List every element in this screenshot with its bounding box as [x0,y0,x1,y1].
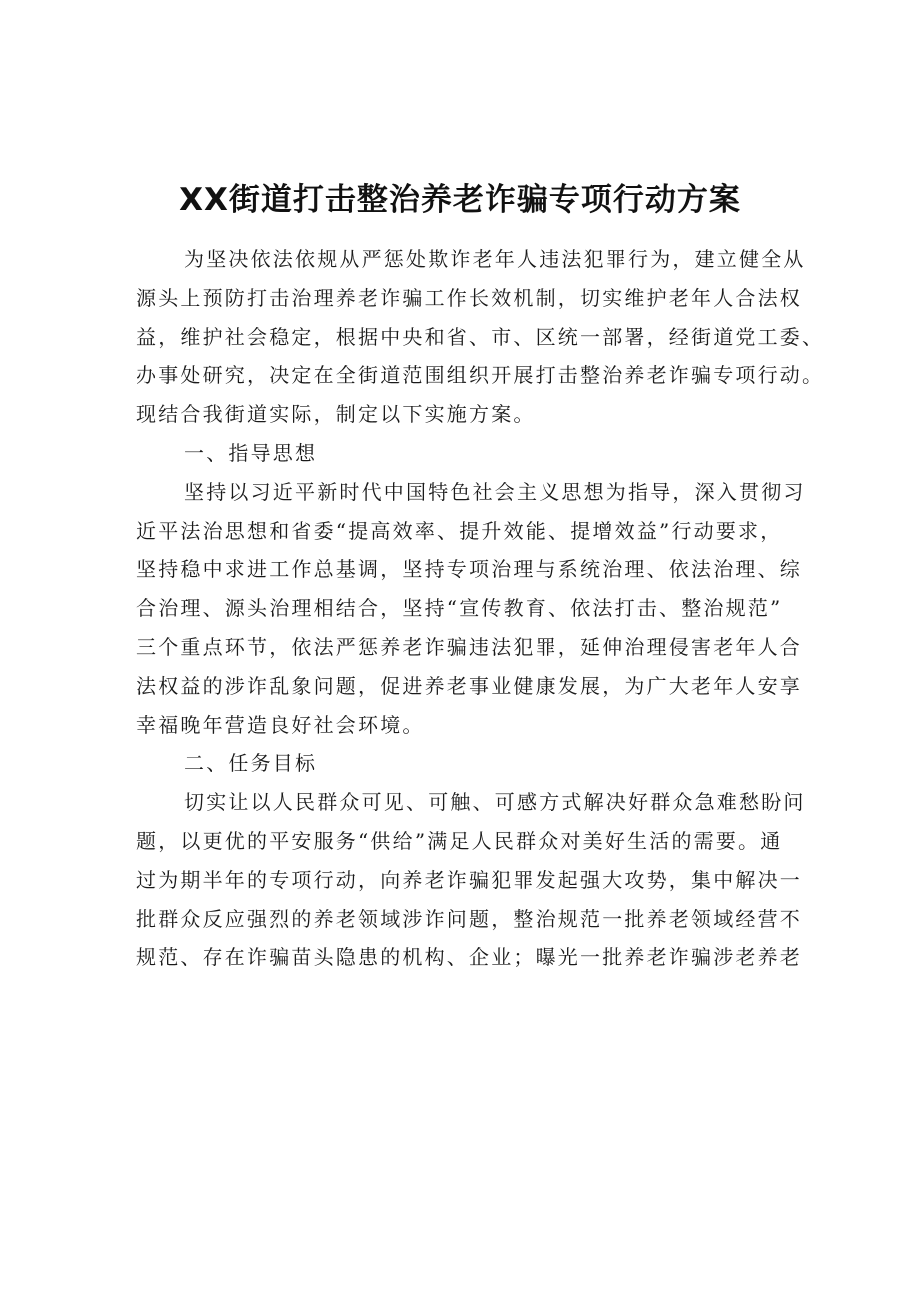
section-heading: 一、指导思想 [184,440,318,465]
document-title: XX街道打击整治养老诈骗专项行动方案 [179,182,741,218]
text-line: 过为期半年的专项行动，向养老诈骗犯罪发起强大攻势，集中解决一 [136,867,802,892]
text-line: 题，以更优的平安服务“供给”满足人民群众对美好生活的需要。通 [136,828,783,853]
section-heading-guiding-thought [136,434,788,473]
text-line: 合治理、源头治理相结合，坚持“宣传教育、依法打击、整治规范” [136,596,783,621]
text-line: 益，维护社会稳定，根据中央和省、市、区统一部署，经街道党工委、 [136,324,825,349]
section-heading: 二、任务目标 [184,751,318,776]
text-line: 源头上预防打击治理养老诈骗工作长效机制，切实维护老年人合法权 [136,285,802,310]
text-line: 规范、存在诈骗苗头隐患的机构、企业；曝光一批养老诈骗涉老养老 [136,945,802,970]
text-line: 坚持稳中求进工作总基调，坚持专项治理与系统治理、依法治理、综 [136,557,802,582]
text-line: 三个重点环节，依法严惩养老诈骗违法犯罪，延伸治理侵害老年人合 [136,634,802,659]
section-heading-task-goals [136,744,788,783]
paragraph-guiding-thought [136,473,806,745]
text-line: 为坚决依法依规从严惩处欺诈老年人违法犯罪行为，建立健全从 [184,247,806,271]
paragraph-task-goals [136,783,806,977]
text-line: 近平法治思想和省委“提高效率、提升效能、提增效益”行动要求， [136,518,783,543]
text-line: 法权益的涉诈乱象问题，促进养老事业健康发展，为广大老年人安享 [136,673,802,698]
paragraph-intro [136,240,825,434]
text-line: 切实让以人民群众可见、可触、可感方式解决好群众急难愁盼问 [184,790,806,815]
text-line: 幸福晚年营造良好社会环境。 [136,712,425,737]
text-line: 坚持以习近平新时代中国特色社会主义思想为指导，深入贯彻习 [184,479,806,504]
text-line: 办事处研究，决定在全街道范围组织开展打击整治养老诈骗专项行动。 [136,363,825,388]
text-line: 批群众反应强烈的养老领域涉诈问题，整治规范一批养老领域经营不 [136,906,802,931]
document-body [136,240,825,977]
text-line: 现结合我街道实际，制定以下实施方案。 [136,402,536,427]
